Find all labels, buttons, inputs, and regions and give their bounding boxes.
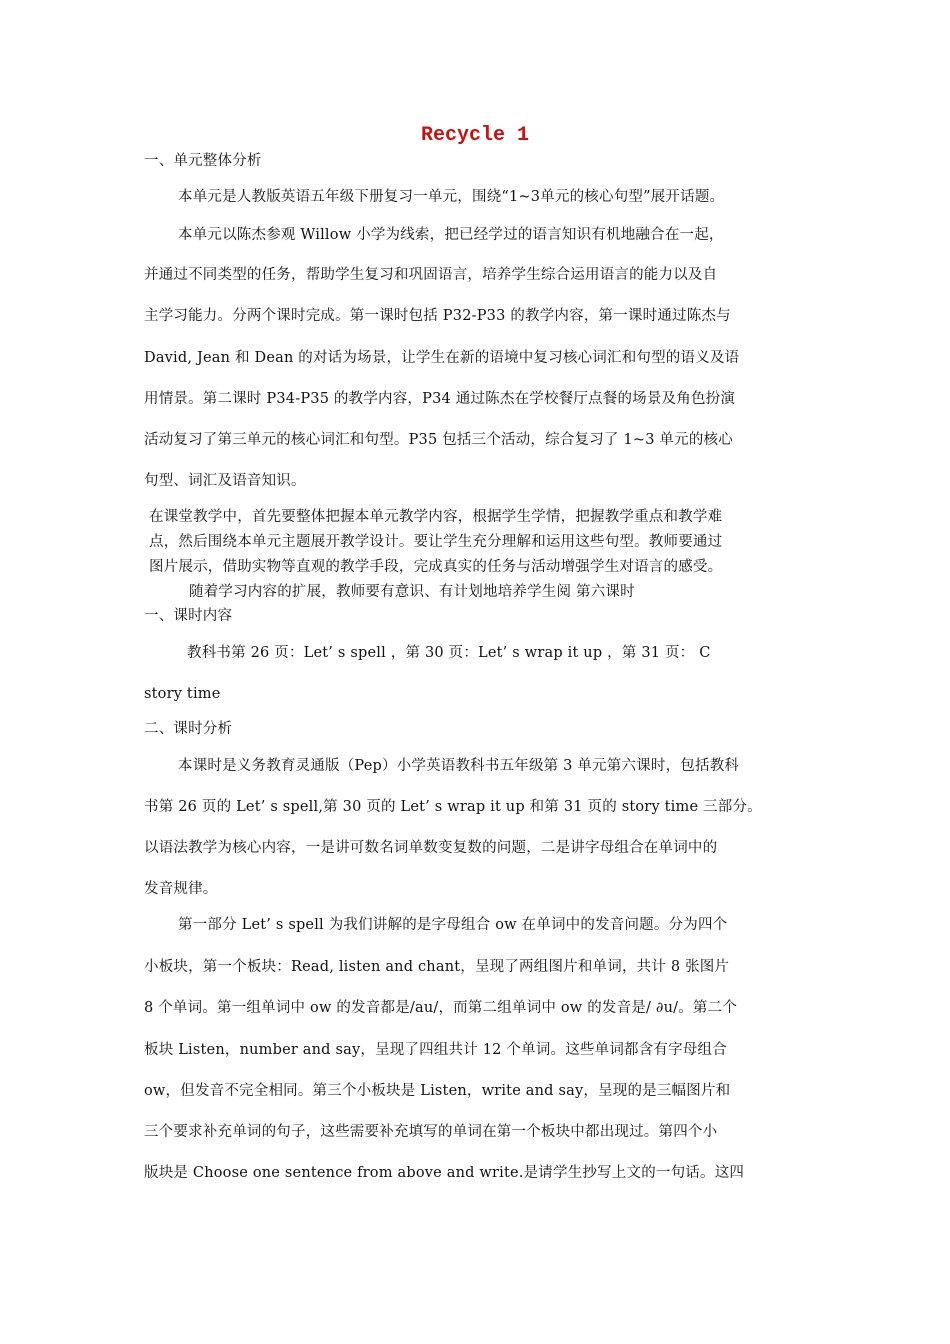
paragraph-line: 版块是 Choose one sentence from above and write.是请学生抄写上文的一句话。这四 bbox=[144, 1165, 745, 1181]
paragraph-line: 本单元以陈杰参观 Willow 小学为线索，把已经学过的语言知识有机地融合在一起， bbox=[178, 227, 724, 243]
paragraph-line: 教科书第 26 页：Let’ s spell ，第 30 页：Let’ s wrap it up ，第 31 页： C bbox=[187, 645, 711, 661]
paragraph-line: ow，但发音不完全相同。第三个小板块是 Listen，write and say，呈现的是三幅图片和 bbox=[144, 1083, 731, 1099]
section-heading-unit-analysis: 一、单元整体分析 bbox=[144, 153, 262, 169]
paragraph-line: 板块 Listen，number and say，呈现了四组共计 12 个单词。这些单词都含有字母组合 bbox=[144, 1042, 727, 1058]
paragraph-line: 活动复习了第三单元的核心词汇和句型。P35 包括三个活动，综合复习了 1~3 单元的核心 bbox=[144, 432, 733, 448]
paragraph-line: 句型、词汇及语音知识。 bbox=[144, 473, 306, 489]
document-title: Recycle 1 bbox=[420, 124, 530, 147]
paragraph-line: 三个要求补充单词的句子，这些需要补充填写的单词在第一个板块中都出现过。第四个小 bbox=[144, 1124, 718, 1140]
paragraph-line: 8 个单词。第一组单词中 ow 的发音都是/au/，而第二组单词中 ow 的发音是/ ∂u/。第二个 bbox=[144, 1000, 738, 1016]
section-heading-lesson-analysis: 二、课时分析 bbox=[144, 721, 233, 737]
paragraph-line: 随着学习内容的扩展，教师要有意识、有计划地培养学生阅 第六课时 bbox=[189, 584, 635, 600]
section-heading-lesson-content: 一、课时内容 bbox=[144, 608, 233, 624]
paragraph-line: 图片展示，借助实物等直观的教学手段，完成真实的任务与活动增强学生对语言的感受。 bbox=[149, 559, 723, 575]
paragraph-line: 书第 26 页的 Let’ s spell,第 30 页的 Let’ s wrap it up 和第 31 页的 story time 三部分。 bbox=[144, 799, 762, 815]
paragraph-line: story time bbox=[144, 686, 221, 702]
paragraph-line: 主学习能力。分两个课时完成。第一课时包括 P32-P33 的教学内容，第一课时通过陈杰与 bbox=[144, 308, 731, 324]
paragraph-line: 点，然后围绕本单元主题展开教学设计。要让学生充分理解和运用这些句型。教师要通过 bbox=[149, 534, 723, 550]
paragraph-line: 第一部分 Let’ s spell 为我们讲解的是字母组合 ow 在单词中的发音问题。分为四个 bbox=[178, 917, 728, 933]
paragraph-line: 发音规律。 bbox=[144, 881, 218, 897]
paragraph-line: 本课时是义务教育灵通版（Pep）小学英语教科书五年级第 3 单元第六课时，包括教科 bbox=[178, 758, 740, 774]
paragraph-line: 用情景。第二课时 P34-P35 的教学内容，P34 通过陈杰在学校餐厅点餐的场景及角色扮演 bbox=[144, 391, 736, 407]
paragraph-line: David, Jean 和 Dean 的对话为场景，让学生在新的语境中复习核心词汇和句型的语义及语 bbox=[144, 350, 740, 366]
paragraph-line: 并通过不同类型的任务，帮助学生复习和巩固语言，培养学生综合运用语言的能力以及自 bbox=[144, 267, 718, 283]
paragraph-line: 以语法教学为核心内容，一是讲可数名词单数变复数的问题，二是讲字母组合在单词中的 bbox=[144, 840, 718, 856]
paragraph-line: 在课堂教学中，首先要整体把握本单元教学内容，根据学生学情，把握教学重点和教学难 bbox=[149, 509, 723, 525]
paragraph-line: 小板块，第一个板块：Read, listen and chant，呈现了两组图片和单词，共计 8 张图片 bbox=[144, 959, 730, 975]
paragraph-line: 本单元是人教版英语五年级下册复习一单元，围绕“1~3单元的核心句型”展开话题。 bbox=[178, 189, 725, 205]
